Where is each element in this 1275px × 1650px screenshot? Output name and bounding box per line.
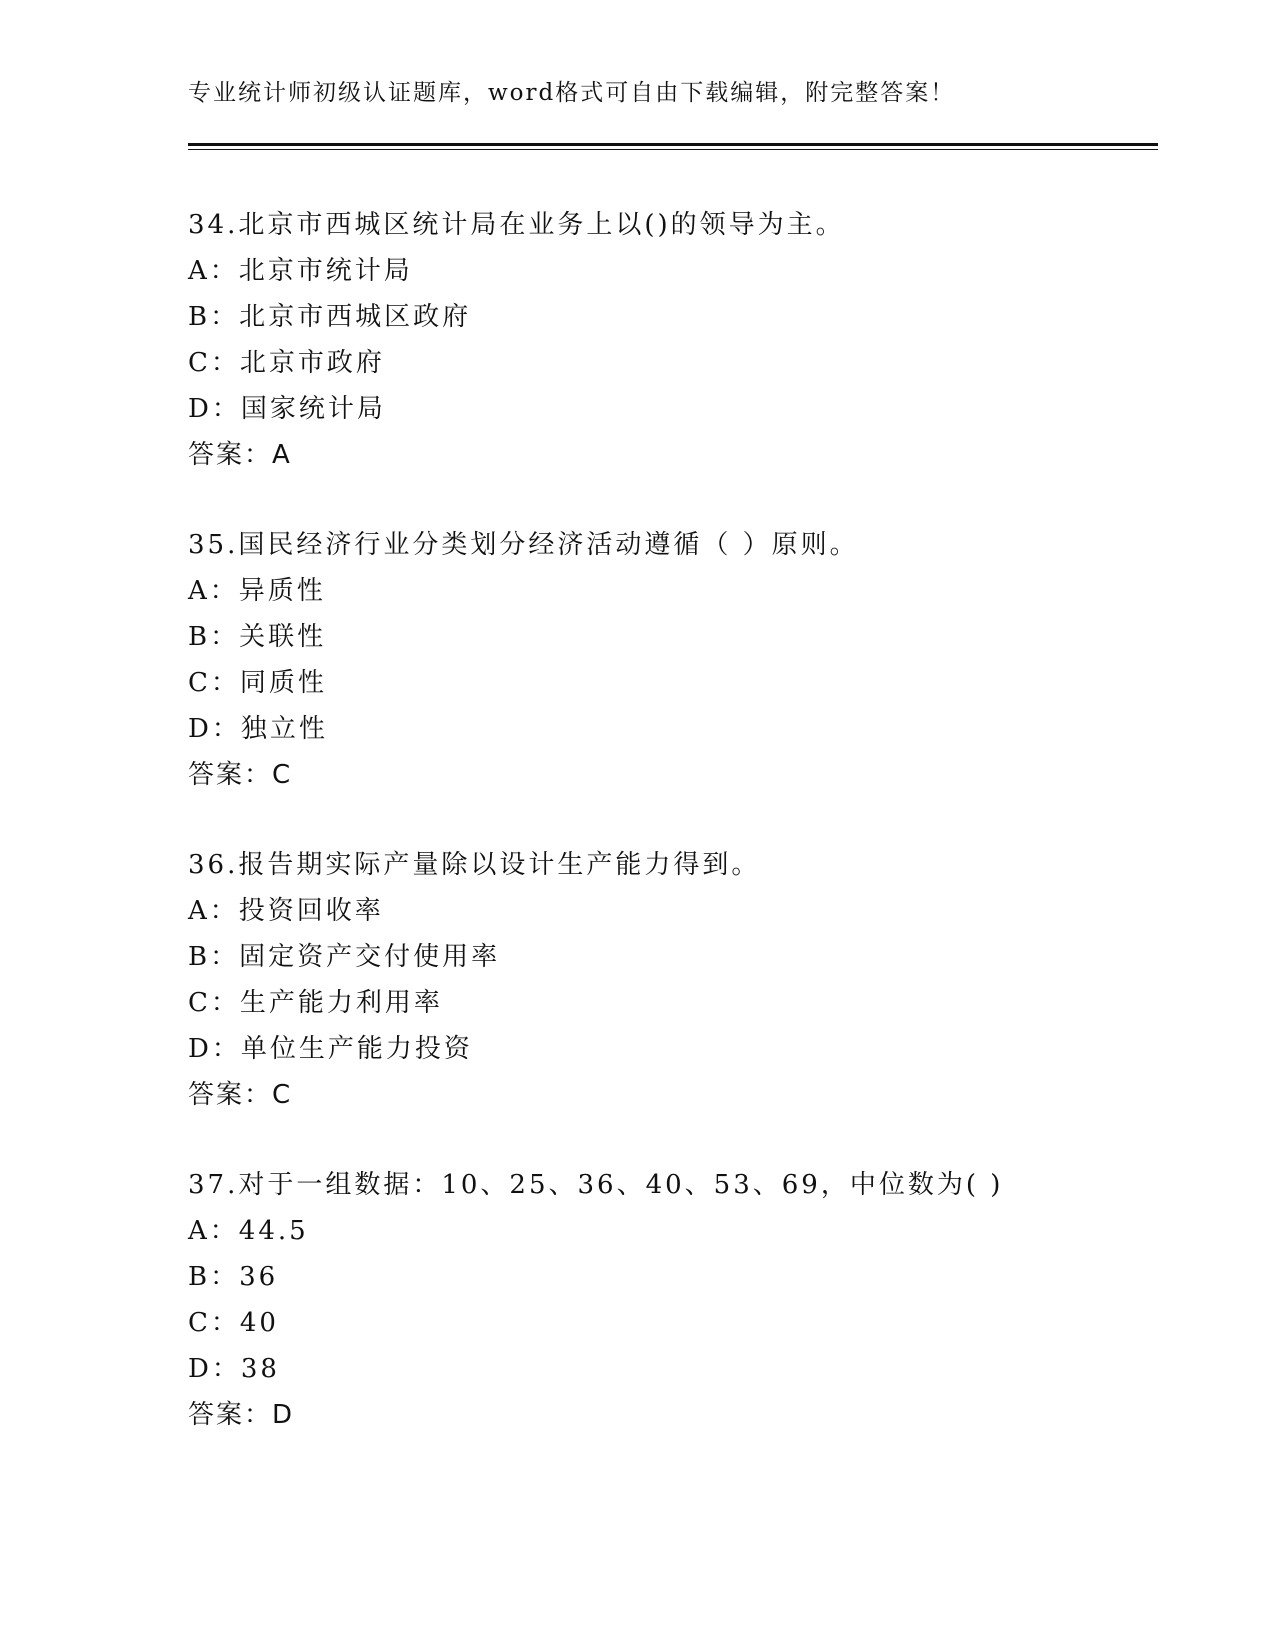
option-a: A：北京市统计局 bbox=[188, 256, 413, 286]
option-c: C：40 bbox=[188, 1308, 279, 1338]
option-d: D：国家统计局 bbox=[188, 394, 386, 424]
question-36 bbox=[188, 842, 1168, 1118]
option-a: A：44.5 bbox=[188, 1216, 309, 1246]
option-c: C：生产能力利用率 bbox=[188, 988, 443, 1018]
question-stem: 35.国民经济行业分类划分经济活动遵循（ ）原则。 bbox=[188, 530, 859, 560]
option-c: C：同质性 bbox=[188, 668, 327, 698]
option-d: D：38 bbox=[188, 1354, 280, 1384]
option-b: B：关联性 bbox=[188, 622, 327, 652]
page-header: 专业统计师初级认证题库，word格式可自由下载编辑，附完整答案！ bbox=[188, 80, 956, 106]
question-34 bbox=[188, 202, 1168, 478]
question-35 bbox=[188, 522, 1168, 798]
option-b: B：北京市西城区政府 bbox=[188, 302, 472, 332]
option-d: D：独立性 bbox=[188, 714, 328, 744]
question-37 bbox=[188, 1162, 1168, 1438]
option-a: A：异质性 bbox=[188, 576, 326, 606]
option-c: C：北京市政府 bbox=[188, 348, 385, 378]
header-rule-thick bbox=[188, 143, 1158, 146]
option-b: B：固定资产交付使用率 bbox=[188, 942, 501, 972]
answer: 答案：A bbox=[188, 440, 292, 470]
answer: 答案：C bbox=[188, 1080, 293, 1110]
question-stem: 36.报告期实际产量除以设计生产能力得到。 bbox=[188, 850, 761, 880]
option-d: D：单位生产能力投资 bbox=[188, 1034, 473, 1064]
answer: 答案：C bbox=[188, 760, 293, 790]
option-b: B：36 bbox=[188, 1262, 279, 1292]
answer: 答案：D bbox=[188, 1400, 295, 1430]
option-a: A：投资回收率 bbox=[188, 896, 384, 926]
question-stem: 37.对于一组数据：10、25、36、40、53、69，中位数为( ) bbox=[188, 1170, 1004, 1200]
header-rule-thin bbox=[188, 149, 1158, 150]
question-stem: 34.北京市西城区统计局在业务上以()的领导为主。 bbox=[188, 210, 845, 240]
